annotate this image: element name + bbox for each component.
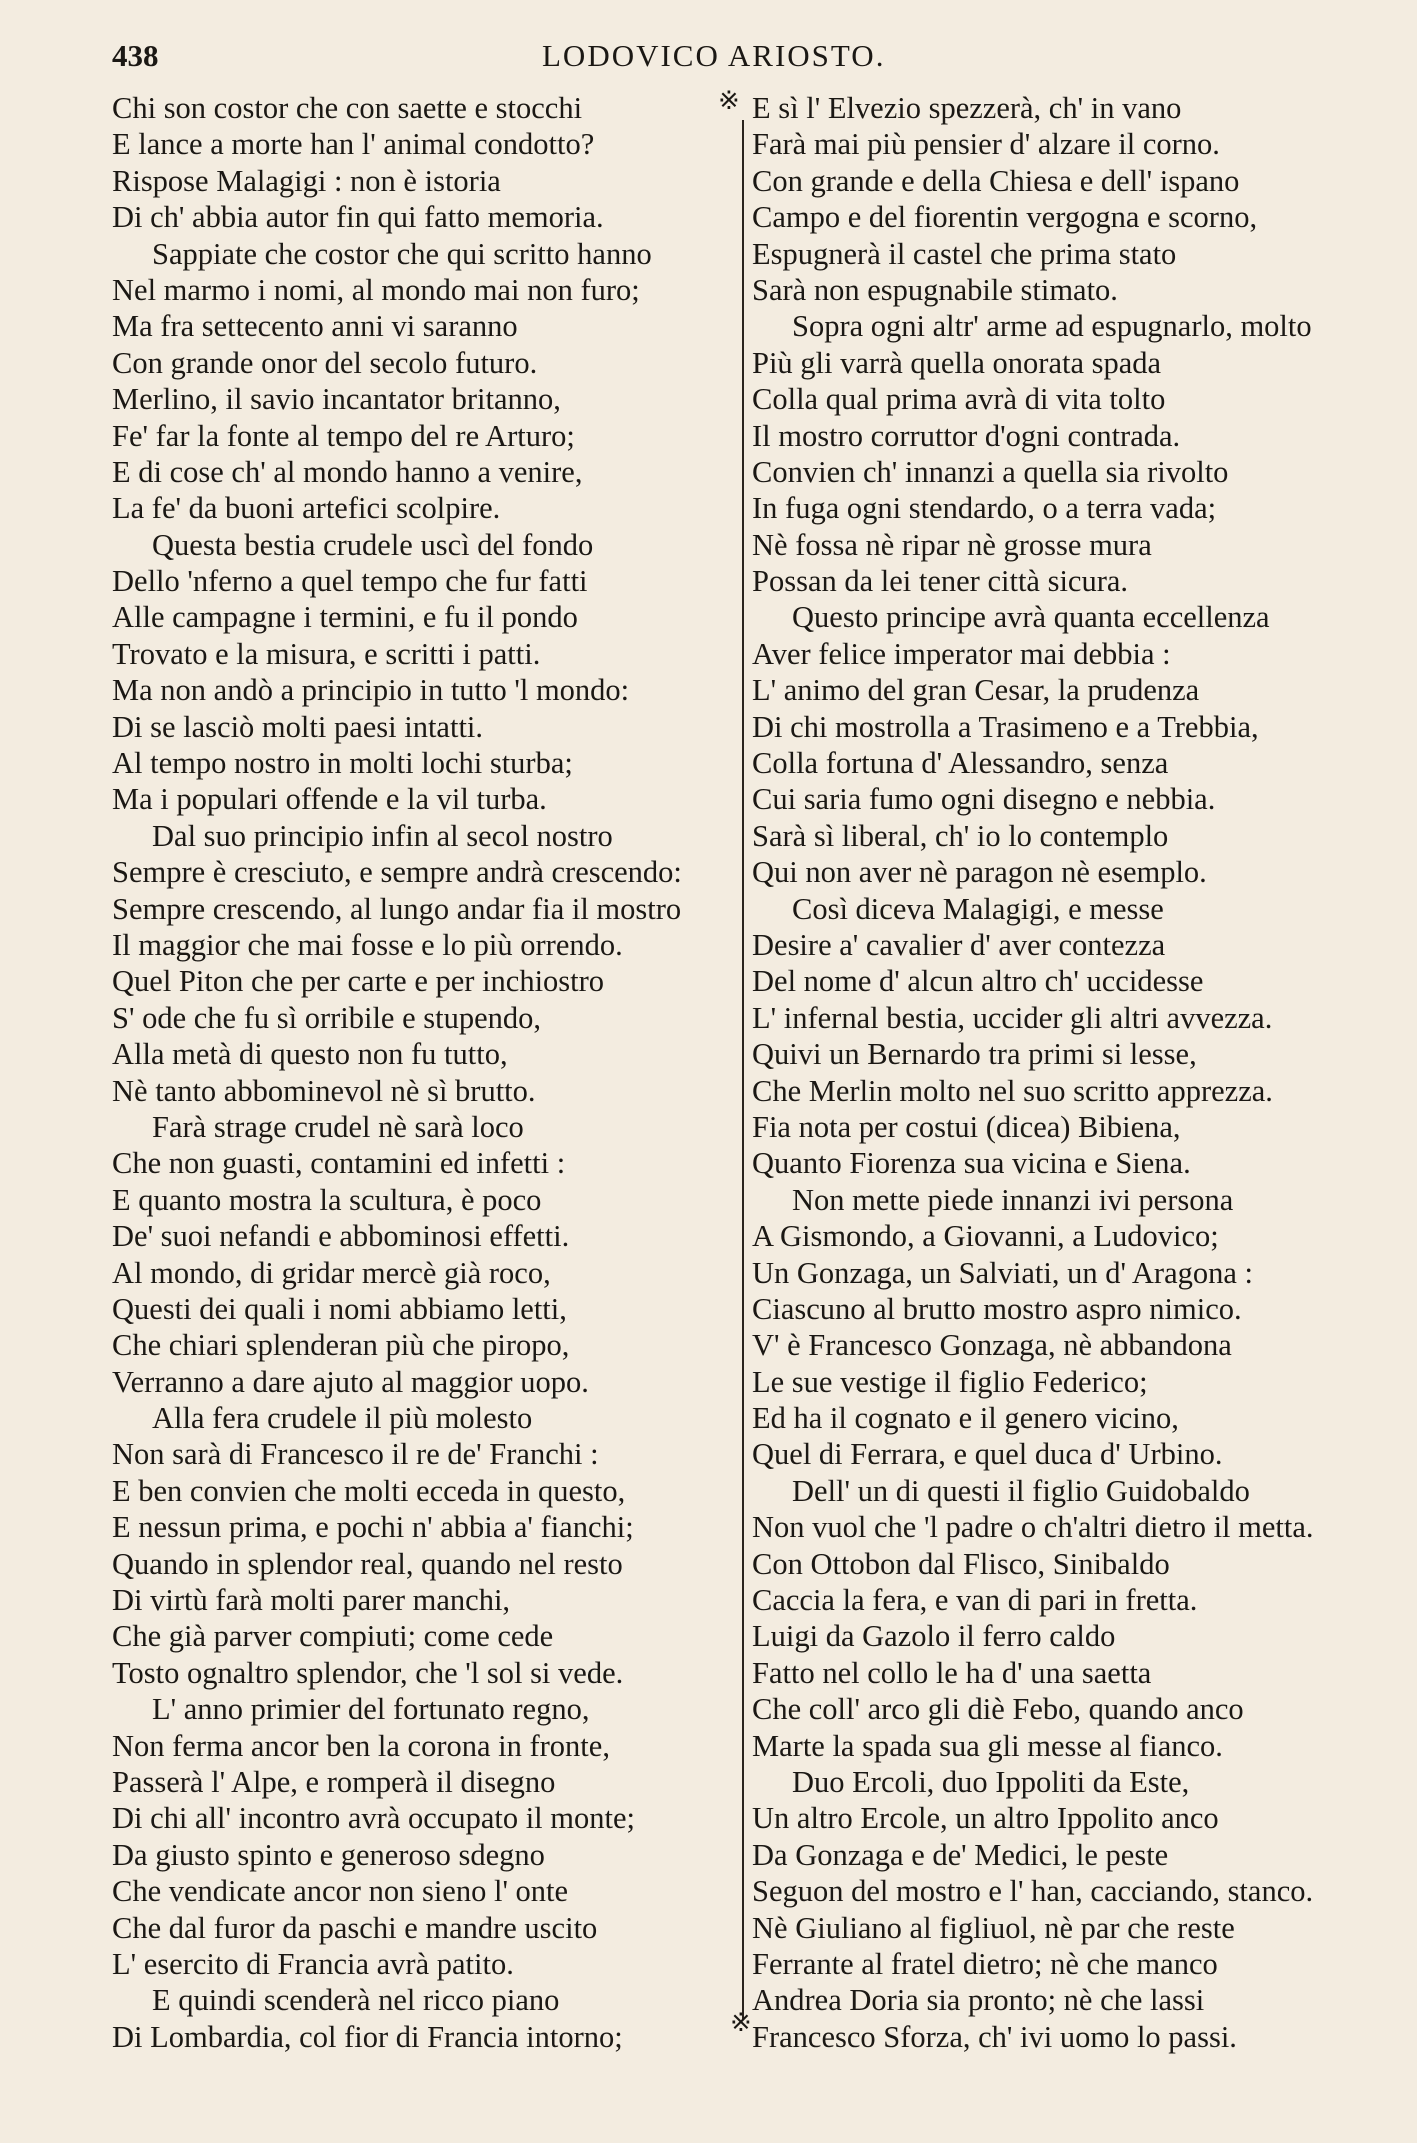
verse-line: Ma fra settecento anni vi saranno bbox=[112, 309, 518, 344]
verse-line: Trovato e la misura, e scritti i patti. bbox=[112, 636, 541, 671]
verse-line: Dell' un di questi il figlio Guidobaldo bbox=[792, 1473, 1250, 1508]
verse-line: Dello 'nferno a quel tempo che fur fatti bbox=[112, 564, 588, 599]
verse-line: Chi son costor che con saette e stocchi bbox=[112, 91, 583, 125]
verse-line: Del nome d' alcun altro ch' uccidesse bbox=[752, 964, 1204, 999]
verse-line: Che coll' arco gli diè Febo, quando anco bbox=[752, 1692, 1244, 1727]
verse-line: Farà strage crudel nè sarà loco bbox=[152, 1109, 524, 1144]
ornament-bottom-icon: ※ bbox=[730, 2008, 752, 2038]
verse-line: Di virtù farà molti parer manchi, bbox=[112, 1583, 511, 1618]
verse-line: L' infernal bestia, uccider gli altri avvezza. bbox=[752, 1000, 1273, 1035]
verse-line: E lance a morte han l' animal condotto? bbox=[112, 127, 595, 162]
verse-line: Così diceva Malagigi, e messe bbox=[792, 891, 1164, 926]
verse-line: Di ch' abbia autor fin qui fatto memoria. bbox=[112, 200, 604, 235]
verse-line: Nè tanto abbominevol nè sì brutto. bbox=[112, 1073, 536, 1108]
verse-line: Di chi all' incontro avrà occupato il monte; bbox=[112, 1801, 635, 1836]
ornament-top-icon: ※ bbox=[718, 86, 740, 116]
verse-line: Sempre crescendo, al lungo andar fia il mostro bbox=[112, 891, 682, 926]
verse-line: Luigi da Gazolo il ferro caldo bbox=[752, 1619, 1116, 1654]
verse-line: Rispose Malagigi : non è istoria bbox=[112, 163, 501, 198]
verse-line: Quel Piton che per carte e per inchiostro bbox=[112, 964, 605, 999]
verse-line: E ben convien che molti ecceda in questo, bbox=[112, 1473, 626, 1508]
verse-line: Che vendicate ancor non sieno l' onte bbox=[112, 1874, 569, 1909]
verse-line: Colla fortuna d' Alessandro, senza bbox=[752, 746, 1169, 781]
verse-line: V' è Francesco Gonzaga, nè abbandona bbox=[752, 1328, 1232, 1363]
verse-line: Fia nota per costui (dicea) Bibiena, bbox=[752, 1109, 1181, 1144]
verse-line: Tosto ognaltro splendor, che 'l sol si vede. bbox=[112, 1655, 624, 1690]
column-divider bbox=[742, 120, 744, 2020]
verse-line: Duo Ercoli, duo Ippoliti da Este, bbox=[792, 1764, 1190, 1799]
verse-line: L' animo del gran Cesar, la prudenza bbox=[752, 673, 1200, 708]
verse-line: Più gli varrà quella onorata spada bbox=[752, 345, 1162, 380]
verse-line: Sarà non espugnabile stimato. bbox=[752, 272, 1118, 307]
verse-line: Non ferma ancor ben la corona in fronte, bbox=[112, 1728, 610, 1763]
verse-line: E sì l' Elvezio spezzerà, ch' in vano bbox=[752, 91, 1182, 125]
verse-line: Le sue vestige il figlio Federico; bbox=[752, 1364, 1148, 1399]
verse-line: Merlino, il savio incantator britanno, bbox=[112, 382, 561, 417]
left-column bbox=[112, 90, 732, 2055]
verse-line: Sarà sì liberal, ch' io lo contemplo bbox=[752, 818, 1169, 853]
verse-line: Sempre è cresciuto, e sempre andrà crescendo: bbox=[112, 855, 682, 890]
verse-line: Alla fera crudele il più molesto bbox=[152, 1401, 533, 1436]
verse-line: Da Gonzaga e de' Medici, le peste bbox=[752, 1837, 1169, 1872]
verse-line: Questo principe avrà quanta eccellenza bbox=[792, 600, 1270, 635]
verse-line: Qui non aver nè paragon nè esemplo. bbox=[752, 855, 1207, 890]
verse-line: Di Lombardia, col fior di Francia intorno; bbox=[112, 2019, 623, 2054]
verse-line: Che Merlin molto nel suo scritto apprezza. bbox=[752, 1073, 1273, 1108]
verse-line: Ma non andò a principio in tutto 'l mondo: bbox=[112, 673, 630, 708]
verse-line: Seguon del mostro e l' han, cacciando, stanco. bbox=[752, 1874, 1314, 1909]
verse-line: E quanto mostra la scultura, è poco bbox=[112, 1182, 542, 1217]
verse-line: Dal suo principio infin al secol nostro bbox=[152, 818, 613, 853]
verse-line: Ma i populari offende e la vil turba. bbox=[112, 782, 547, 817]
verse-line: Un altro Ercole, un altro Ippolito anco bbox=[752, 1801, 1219, 1836]
verse-line: Di se lasciò molti paesi intatti. bbox=[112, 709, 484, 744]
verse-line: Caccia la fera, e van di pari in fretta. bbox=[752, 1583, 1198, 1618]
verse-line: Con grande onor del secolo futuro. bbox=[112, 345, 538, 380]
verse-line: Quanto Fiorenza sua vicina e Siena. bbox=[752, 1146, 1191, 1181]
verse-line: L' anno primier del fortunato regno, bbox=[152, 1692, 590, 1727]
verse-line: Ciascuno al brutto mostro aspro nimico. bbox=[752, 1291, 1242, 1326]
verse-line: S' ode che fu sì orribile e stupendo, bbox=[112, 1000, 542, 1035]
running-title: LODOVICO ARIOSTO. bbox=[542, 38, 886, 73]
verse-line: In fuga ogni stendardo, o a terra vada; bbox=[752, 491, 1217, 526]
verse-line: Aver felice imperator mai debbia : bbox=[752, 636, 1171, 671]
verse-line: Alla metà di questo non fu tutto, bbox=[112, 1037, 508, 1072]
verse-line: Questi dei quali i nomi abbiamo letti, bbox=[112, 1291, 567, 1326]
verse-line: De' suoi nefandi e abbominosi effetti. bbox=[112, 1219, 570, 1254]
verse-line: Andrea Doria sia pronto; nè che lassi bbox=[752, 1983, 1205, 2018]
verse-line: Un Gonzaga, un Salviati, un d' Aragona : bbox=[752, 1255, 1254, 1290]
verse-line: Sopra ogni altr' arme ad espugnarlo, molto bbox=[792, 309, 1312, 344]
verse-line: Al mondo, di gridar mercè già roco, bbox=[112, 1255, 551, 1290]
verse-line: Campo e del fiorentin vergogna e scorno, bbox=[752, 200, 1258, 235]
verse-line: Convien ch' innanzi a quella sia rivolto bbox=[752, 454, 1229, 489]
verse-line: Colla qual prima avrà di vita tolto bbox=[752, 382, 1166, 417]
verse-line: Non mette piede innanzi ivi persona bbox=[792, 1182, 1234, 1217]
verse-line: Ferrante al fratel dietro; nè che manco bbox=[752, 1946, 1218, 1981]
verse-line: La fe' da buoni artefici scolpire. bbox=[112, 491, 501, 526]
verse-line: Nel marmo i nomi, al mondo mai non furo; bbox=[112, 272, 640, 307]
verse-line: Ed ha il cognato e il genero vicino, bbox=[752, 1401, 1179, 1436]
verse-line: Che già parver compiuti; come cede bbox=[112, 1619, 554, 1654]
right-column bbox=[752, 90, 1382, 2055]
verse-line: Il mostro corruttor d'ogni contrada. bbox=[752, 418, 1181, 453]
page-number: 438 bbox=[112, 38, 159, 73]
verse-line: E di cose ch' al mondo hanno a venire, bbox=[112, 454, 583, 489]
verse-line: A Gismondo, a Giovanni, a Ludovico; bbox=[752, 1219, 1219, 1254]
page-header bbox=[112, 38, 1322, 78]
verse-line: Questa bestia crudele uscì del fondo bbox=[152, 527, 594, 562]
verse-line: Il maggior che mai fosse e lo più orrendo. bbox=[112, 927, 623, 962]
verse-line: E nessun prima, e pochi n' abbia a' fianchi; bbox=[112, 1510, 634, 1545]
verse-line: Che chiari splenderan più che piropo, bbox=[112, 1328, 570, 1363]
verse-line: Con grande e della Chiesa e dell' ispano bbox=[752, 163, 1240, 198]
verse-line: Possan da lei tener città sicura. bbox=[752, 564, 1129, 599]
verse-line: Non sarà di Francesco il re de' Franchi : bbox=[112, 1437, 599, 1472]
verse-line: Quando in splendor real, quando nel resto bbox=[112, 1546, 623, 1581]
verse-line: Al tempo nostro in molti lochi sturba; bbox=[112, 746, 573, 781]
verse-line: Fe' far la fonte al tempo del re Arturo; bbox=[112, 418, 575, 453]
verse-line: Da giusto spinto e generoso sdegno bbox=[112, 1837, 545, 1872]
verse-line: Che dal furor da paschi e mandre uscito bbox=[112, 1910, 598, 1945]
verse-line: Desire a' cavalier d' aver contezza bbox=[752, 927, 1166, 962]
verse-line: Fatto nel collo le ha d' una saetta bbox=[752, 1655, 1152, 1690]
verse-line: Cui saria fumo ogni disegno e nebbia. bbox=[752, 782, 1216, 817]
verse-line: Espugnerà il castel che prima stato bbox=[752, 236, 1177, 271]
verse-line: Sappiate che costor che qui scritto hanno bbox=[152, 236, 652, 271]
verse-line: Nè fossa nè ripar nè grosse mura bbox=[752, 527, 1152, 562]
verse-line: Marte la spada sua gli messe al fianco. bbox=[752, 1728, 1223, 1763]
verse-line: E quindi scenderà nel ricco piano bbox=[152, 1983, 560, 2018]
verse-line: Francesco Sforza, ch' ivi uomo lo passi. bbox=[752, 2019, 1237, 2054]
verse-line: Farà mai più pensier d' alzare il corno. bbox=[752, 127, 1220, 162]
verse-line: L' esercito di Francia avrà patito. bbox=[112, 1946, 514, 1981]
verse-line: Non vuol che 'l padre o ch'altri dietro il metta. bbox=[752, 1510, 1314, 1545]
verse-line: Con Ottobon dal Flisco, Sinibaldo bbox=[752, 1546, 1170, 1581]
verse-line: Di chi mostrolla a Trasimeno e a Trebbia, bbox=[752, 709, 1259, 744]
verse-line: Che non guasti, contamini ed infetti : bbox=[112, 1146, 566, 1181]
verse-line: Quel di Ferrara, e quel duca d' Urbino. bbox=[752, 1437, 1223, 1472]
verse-line: Verranno a dare ajuto al maggior uopo. bbox=[112, 1364, 589, 1399]
verse-line: Alle campagne i termini, e fu il pondo bbox=[112, 600, 578, 635]
verse-line: Quivi un Bernardo tra primi si lesse, bbox=[752, 1037, 1197, 1072]
verse-line: Passerà l' Alpe, e romperà il disegno bbox=[112, 1764, 556, 1799]
verse-line: Nè Giuliano al figliuol, nè par che reste bbox=[752, 1910, 1235, 1945]
